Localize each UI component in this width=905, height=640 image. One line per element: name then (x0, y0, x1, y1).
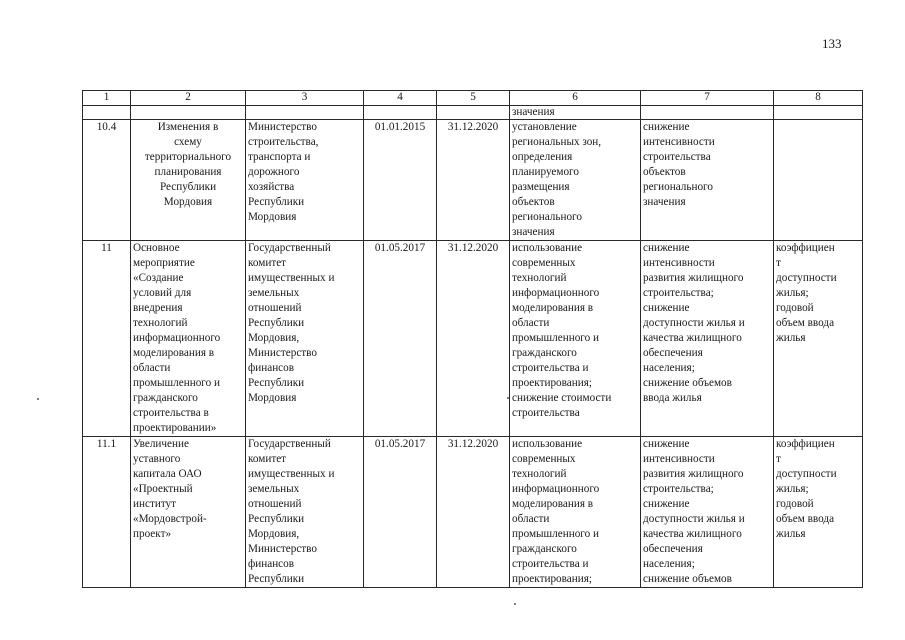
end-date: 31.12.2020 (437, 241, 510, 437)
executor: Государственный комитет имущественных и земельных отношений Республики Мордовия, Министерство финансов Республики Мордовия (246, 241, 364, 437)
table-row (83, 241, 863, 437)
expected-result: использование современных технологий информационного моделирования в области промышленного и гражданского строительства и проектирования; (510, 437, 641, 588)
start-date: 01.05.2017 (364, 241, 437, 437)
activity-name: Увеличение уставного капитала ОАО «Проектный институт «Мордовстрой- проект» (131, 437, 246, 588)
table-row (83, 106, 863, 120)
column-number: 6 (510, 91, 641, 106)
row-number (83, 106, 131, 120)
indicator (774, 106, 863, 120)
row-number: 11 (83, 241, 131, 437)
end-date: 31.12.2020 (437, 120, 510, 241)
column-number: 3 (246, 91, 364, 106)
row-number: 10.4 (83, 120, 131, 241)
activity-name: Основное мероприятие «Создание условий для внедрения технологий информационного моделирования в области промышленного и гражданского строительства в проектировании» (131, 241, 246, 437)
column-number: 1 (83, 91, 131, 106)
indicator (774, 120, 863, 241)
column-number: 2 (131, 91, 246, 106)
column-number: 4 (364, 91, 437, 106)
table-row (83, 120, 863, 241)
consequence: снижение интенсивности развития жилищного строительства; снижение доступности жилья и качества жилищного обеспечения населения; снижение объемов (641, 437, 774, 588)
executor: Государственный комитет имущественных и земельных отношений Республики Мордовия, Министерство финансов Республики (246, 437, 364, 588)
column-number: 8 (774, 91, 863, 106)
activity-name: Изменения в схему территориального планирования Республики Мордовия (131, 120, 246, 241)
scan-speck (507, 397, 509, 399)
indicator: коэффициен т доступности жилья; годовой объем ввода жилья (774, 437, 863, 588)
page-number: 133 (822, 36, 842, 51)
scan-speck (514, 603, 516, 605)
column-number-row (83, 91, 863, 106)
scan-speck (37, 398, 39, 400)
row-number: 11.1 (83, 437, 131, 588)
column-number: 5 (437, 91, 510, 106)
start-date (364, 106, 437, 120)
consequence: снижение интенсивности строительства объектов регионального значения (641, 120, 774, 241)
table-row (83, 437, 863, 588)
end-date (437, 106, 510, 120)
expected-result: установление региональных зон, определения планируемого размещения объектов регионального значения (510, 120, 641, 241)
consequence (641, 106, 774, 120)
expected-result: использование современных технологий информационного моделирования в области промышленного и гражданского строительства и проектирования; снижение стоимости строительства (510, 241, 641, 437)
start-date: 01.01.2015 (364, 120, 437, 241)
activity-name (131, 106, 246, 120)
end-date: 31.12.2020 (437, 437, 510, 588)
program-activities-table (82, 90, 863, 588)
start-date: 01.05.2017 (364, 437, 437, 588)
executor (246, 106, 364, 120)
indicator: коэффициен т доступности жилья; годовой объем ввода жилья (774, 241, 863, 437)
expected-result: значения (510, 106, 641, 120)
column-number: 7 (641, 91, 774, 106)
consequence: снижение интенсивности развития жилищного строительства; снижение доступности жилья и качества жилищного обеспечения населения; снижение объемов ввода жилья (641, 241, 774, 437)
executor: Министерство строительства, транспорта и дорожного хозяйства Республики Мордовия (246, 120, 364, 241)
